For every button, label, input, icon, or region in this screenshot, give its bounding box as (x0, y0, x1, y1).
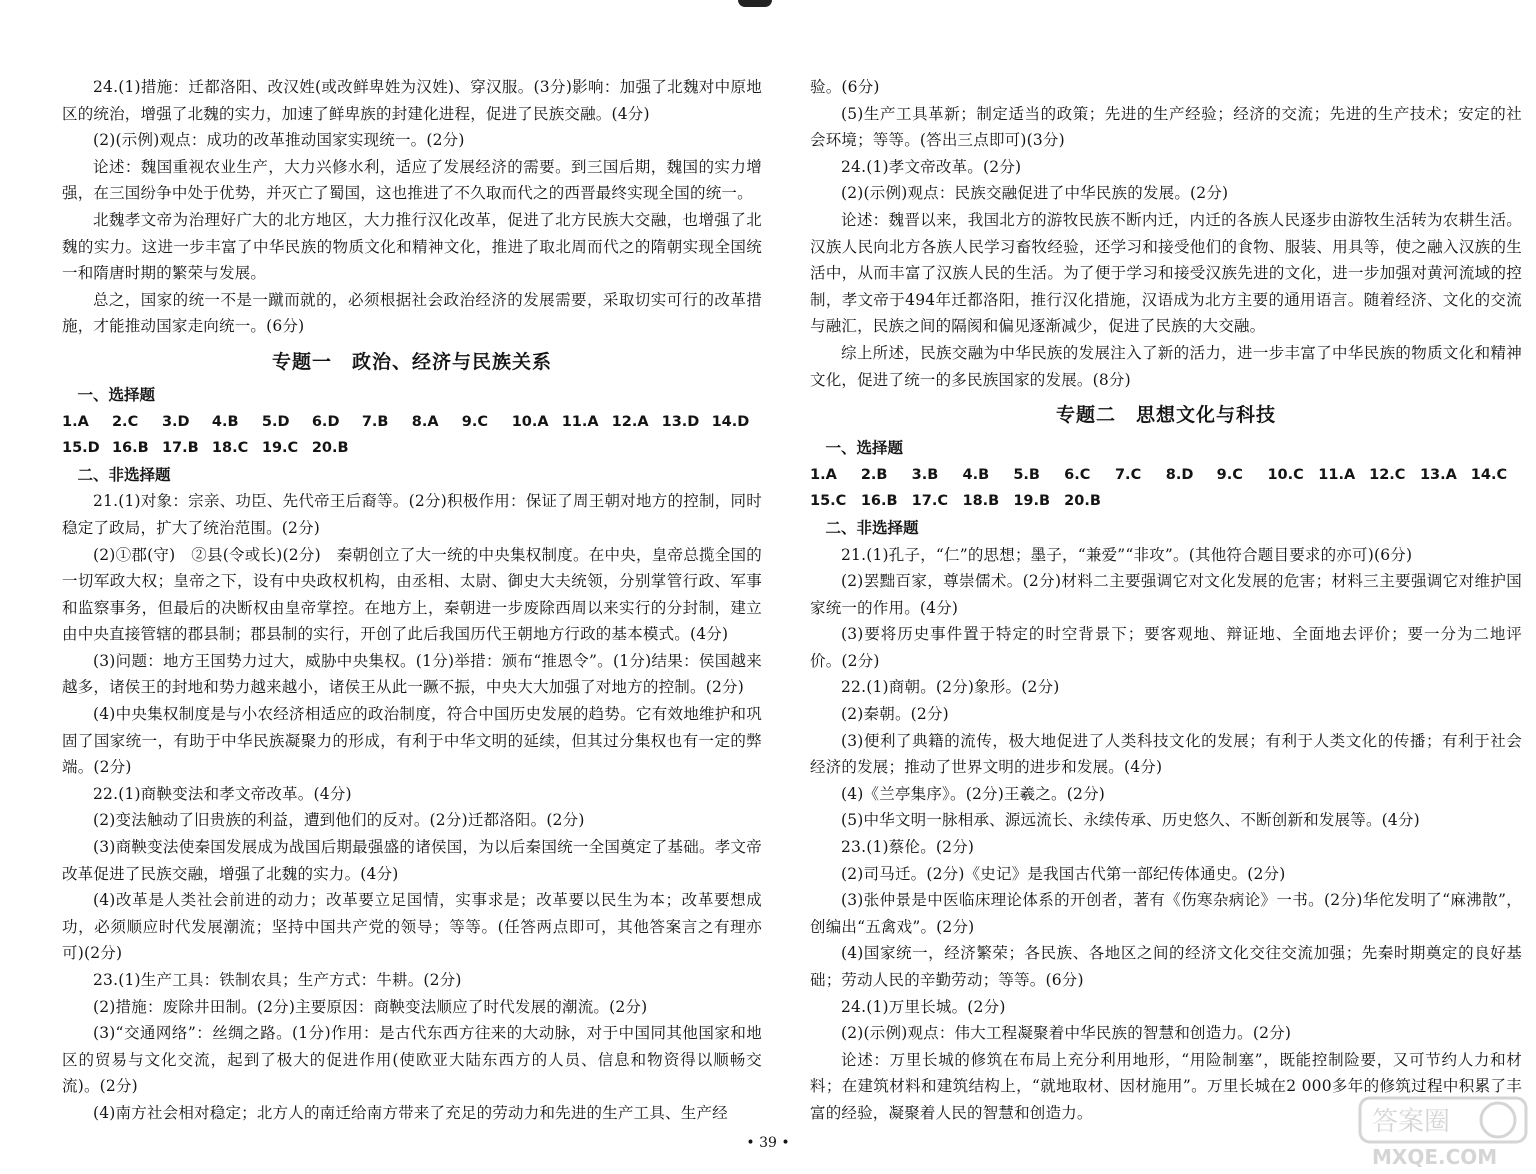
left-q22-2: (2)变法触动了旧贵族的利益，遭到他们的反对。(2分)迁都洛阳。(2分) (93, 811, 585, 830)
left-answer-8: 8.A (411, 413, 439, 430)
left-q21-1: 21.(1)对象：宗亲、功臣、先代帝王后裔等。(2分)积极作用：保证了周王朝对地方的控制，同时稳定了政局，扩大了统治范围。(2分) (62, 492, 762, 537)
left-answer-16: 16.B (111, 440, 149, 457)
svg-text:MXQE.COM: MXQE.COM (1372, 1145, 1498, 1169)
right-answer-11: 11.A (1318, 466, 1356, 483)
left-choice-answers (62, 409, 762, 462)
right-answer-2: 2.B (860, 466, 888, 483)
right-q22-1: 22.(1)商朝。(2分)象形。(2分) (841, 678, 1060, 697)
right-answer-20: 20.B (1064, 493, 1101, 510)
right-answer-13: 13.A (1419, 466, 1457, 483)
right-continuation: 验。(6分) (810, 78, 880, 96)
left-q22-3: (3)商鞅变法使秦国发展成为战国后期最强盛的诸侯国，为以后秦国统一全国奠定了基础。孝文帝改革促进了民族交融，增强了北魏的实力。(4分) (62, 838, 762, 883)
right-column (810, 74, 1522, 1127)
right-q23-3: (3)张仲景是中医临床理论体系的开创者，著有《伤寒杂病论》一书。(2分)华佗发明了“麻沸散”，创编出“五禽戏”。(2分) (810, 891, 1522, 936)
right-q21-3: (3)要将历史事件置于特定的时空背景下；要客观地、辩证地、全面地去评价；要一分为二地评价。(2分) (810, 625, 1522, 670)
left-column (62, 74, 762, 1127)
right-answer-10: 10.C (1267, 466, 1304, 483)
right-answer-14: 14.C (1470, 466, 1508, 483)
left-answer-12: 12.A (611, 413, 649, 430)
left-choice-heading: 一、选择题 (77, 384, 156, 404)
right-q22-5: (5)中华文明一脉相承、源远流长、永续传承、历史悠久、不断创新和发展等。(4分) (841, 811, 1420, 830)
right-choice-heading: 一、选择题 (825, 438, 904, 458)
right-answer-7: 7.C (1114, 466, 1142, 483)
right-answer-8: 8.D (1165, 466, 1194, 483)
right-q24b-argument: 论述：万里长城的修筑在布局上充分利用地形，“用险制塞”，既能控制险要，又可节约人力和材料；在建筑材料和建筑结构上，“就地取材、因材施用”。万里长城在2 000多年的修筑过程中积累了丰富的经验，凝聚着人民的智慧和创造力。 (810, 1050, 1522, 1122)
right-q23-5: (5)生产工具革新；制定适当的政策；先进的生产经验；经济的交流；先进的生产技术；安定的社会环境；等等。(答出三点即可)(3分) (810, 104, 1522, 150)
right-nonchoice-heading: 二、非选择题 (825, 517, 919, 537)
left-answer-14: 14.D (711, 413, 750, 430)
right-q21-1: 21.(1)孔子，“仁”的思想；墨子，“兼爱”“非攻”。(其他符合题目要求的亦可)(6分) (841, 545, 1413, 564)
right-answer-9: 9.C (1216, 466, 1243, 483)
right-q24-conclusion: 综上所述，民族交融为中华民族的发展注入了新的活力，进一步丰富了中华民族的物质文化和精神文化，促进了统一的多民族国家的发展。(8分) (810, 343, 1522, 389)
left-answer-3: 3.D (161, 413, 190, 430)
left-answer-7: 7.B (361, 413, 389, 430)
right-answer-15: 15.C (810, 493, 847, 510)
right-q22-2: (2)秦朝。(2分) (841, 705, 949, 724)
left-answer-1: 1.A (62, 413, 89, 430)
right-answer-3: 3.B (911, 466, 939, 483)
section-title-topic-2: 专题二 思想文化与科技 (1055, 404, 1276, 427)
left-q22-1: 22.(1)商鞅变法和孝文帝改革。(4分) (93, 784, 352, 803)
left-answer-5: 5.D (261, 413, 290, 430)
right-q22-3: (3)便利了典籍的流传，极大地促进了人类科技文化的发展；有利于人类文化的传播；有利于社会经济的发展；推动了世界文明的进步和发展。(4分) (810, 731, 1522, 777)
right-answer-17: 17.C (911, 493, 948, 510)
right-q24b-2: (2)(示例)观点：伟大工程凝聚着中华民族的智慧和创造力。(2分) (841, 1024, 1292, 1043)
left-nonchoice-heading: 二、非选择题 (77, 464, 171, 484)
right-q21-2: (2)罢黜百家，尊崇儒术。(2分)材料二主要强调它对文化发展的危害；材料三主要强调它对维护国家统一的作用。(4分) (810, 572, 1522, 617)
right-answer-4: 4.B (962, 466, 990, 483)
right-q22-4: (4)《兰亭集序》。(2分)王羲之。(2分) (841, 784, 1106, 803)
right-q23-1: 23.(1)蔡伦。(2分) (841, 838, 975, 857)
left-q24-argument-1: 论述：魏国重视农业生产，大力兴修水利，适应了发展经济的需要。到三国后期，魏国的实力增强，在三国纷争中处于优势，并灭亡了蜀国，这也推进了不久取而代之的西晋最终实现全国的统一。 (62, 157, 762, 203)
left-answer-17: 17.B (161, 440, 199, 457)
right-q23-2: (2)司马迁。(2分)《史记》是我国古代第一部纪传体通史。(2分) (841, 864, 1286, 883)
right-q24b-1: 24.(1)万里长城。(2分) (841, 997, 1006, 1016)
svg-text:答案圈: 答案圈 (1372, 1107, 1451, 1137)
binding-mark (738, 0, 772, 7)
page-number: • 39 • (746, 1135, 790, 1151)
left-answer-13: 13.D (661, 413, 700, 430)
right-answer-1: 1.A (810, 466, 837, 483)
left-q22-4: (4)改革是人类社会前进的动力；改革要立足国情，实事求是；改革要以民生为本；改革要想成功，必须顺应时代发展潮流；坚持中国共产党的领导；等等。(任答两点即可，其他答案言之有理亦可)(2分) (62, 891, 762, 963)
left-answer-6: 6.D (311, 413, 340, 430)
left-q24-part2: (2)(示例)观点：成功的改革推动国家实现统一。(2分) (93, 131, 465, 150)
right-answer-19: 19.B (1013, 493, 1051, 510)
left-q21-2: (2)①郡(守) ②县(令或长)(2分) 秦朝创立了大一统的中央集权制度。在中央，皇帝总揽全国的一切军政大权；皇帝之下，设有中央政权机构，由丞相、太尉、御史大夫统领，分别掌管行政、军事和监察事务，但最后的决断权由皇帝掌控。在地方上，秦朝进一步废除西周以来实行的分封制，建立由中央直接管辖的郡县制；郡县制的实行，开创了此后我国历代王朝地方行政的基本模式。(4分) (62, 545, 762, 644)
left-q23-1: 23.(1)生产工具：铁制农具；生产方式：牛耕。(2分) (93, 971, 462, 989)
left-answer-15: 15.D (62, 440, 100, 457)
right-q24-2: (2)(示例)观点：民族交融促进了中华民族的发展。(2分) (841, 184, 1229, 203)
left-answer-20: 20.B (311, 440, 349, 457)
left-q21-4: (4)中央集权制度是与小农经济相适应的政治制度，符合中国历史发展的趋势。它有效地维护和巩固了国家统一，有助于中华民族凝聚力的形成，有利于中华文明的延续，但其过分集权也有一定的弊端。(2分) (62, 705, 762, 777)
right-answer-16: 16.B (860, 493, 898, 510)
left-answer-2: 2.C (111, 413, 139, 430)
right-q23-4: (4)国家统一，经济繁荣；各民族、各地区之间的经济文化交往交流加强；先秦时期奠定的良好基础；劳动人民的辛勤劳动；等等。(6分) (810, 944, 1522, 989)
left-q23-3: (3)“交通网络”：丝绸之路。(1分)作用：是古代东西方往来的大动脉，对于中国同其他国家和地区的贸易与文化交流，起到了极大的促进作用(使欧亚大陆东西方的人员、信息和物资得以顺畅交流)。(2分) (62, 1024, 762, 1096)
section-title-topic-1: 专题一 政治、经济与民族关系 (271, 350, 552, 373)
left-q23-2: (2)措施：废除井田制。(2分)主要原因：商鞅变法顺应了时代发展的潮流。(2分) (93, 997, 648, 1016)
left-q23-4: (4)南方社会相对稳定；北方人的南迁给南方带来了充足的劳动力和先进的生产工具、生产经 (93, 1103, 728, 1122)
right-answer-18: 18.B (962, 493, 1000, 510)
right-answer-5: 5.B (1013, 466, 1040, 483)
right-q24-argument: 论述：魏晋以来，我国北方的游牧民族不断内迁，内迁的各族人民逐步由游牧生活转为农耕生活。汉族人民向北方各族人民学习畜牧经验，还学习和接受他们的食物、服装、用具等，使之融入汉族的生活中，从而丰富了汉族人民的生活。为了便于学习和接受汉族先进的文化，进一步加强对黄河流域的控制，孝文帝于494年迁都洛阳，推行汉化措施，汉语成为北方主要的通用语言。随着经济、文化的交流与融汇，民族之间的隔阂和偏见逐渐减少，促进了民族的大交融。 (810, 210, 1522, 336)
left-answer-10: 10.A (511, 413, 549, 430)
left-q24-conclusion: 总之，国家的统一不是一蹴而就的，必须根据社会政治经济的发展需要，采取切实可行的改革措施，才能推动国家走向统一。(6分) (62, 290, 762, 336)
left-answer-9: 9.C (461, 413, 488, 430)
right-choice-answers (810, 462, 1522, 515)
left-answer-18: 18.C (211, 440, 249, 457)
left-q24-part1: 24.(1)措施：迁都洛阳、改汉姓(或改鲜卑姓为汉姓)、穿汉服。(3分)影响：加强了北魏对中原地区的统治，增强了北魏的实力，加速了鲜卑族的封建化进程，促进了民族交融。(4分) (62, 78, 762, 123)
left-answer-4: 4.B (211, 413, 239, 430)
left-q24-argument-2: 北魏孝文帝为治理好广大的北方地区，大力推行汉化改革，促进了北方民族大交融，也增强了北魏的实力。这进一步丰富了中华民族的物质文化和精神文化，推进了取北周而代之的隋朝实现全国统一和隋唐时期的繁荣与发展。 (62, 210, 762, 283)
left-answer-11: 11.A (561, 413, 599, 430)
right-answer-12: 12.C (1369, 466, 1406, 483)
watermark-logo (1358, 1096, 1528, 1170)
left-q21-3: (3)问题：地方王国势力过大，威胁中央集权。(1分)举措：颁布“推恩令”。(1分)结果：侯国越来越多，诸侯王的封地和势力越来越小，诸侯王从此一蹶不振，中央大大加强了对地方的控制。(2分) (62, 651, 762, 697)
left-answer-19: 19.C (261, 440, 299, 457)
right-answer-6: 6.C (1064, 466, 1091, 483)
right-q24-1: 24.(1)孝文帝改革。(2分) (841, 157, 1022, 176)
